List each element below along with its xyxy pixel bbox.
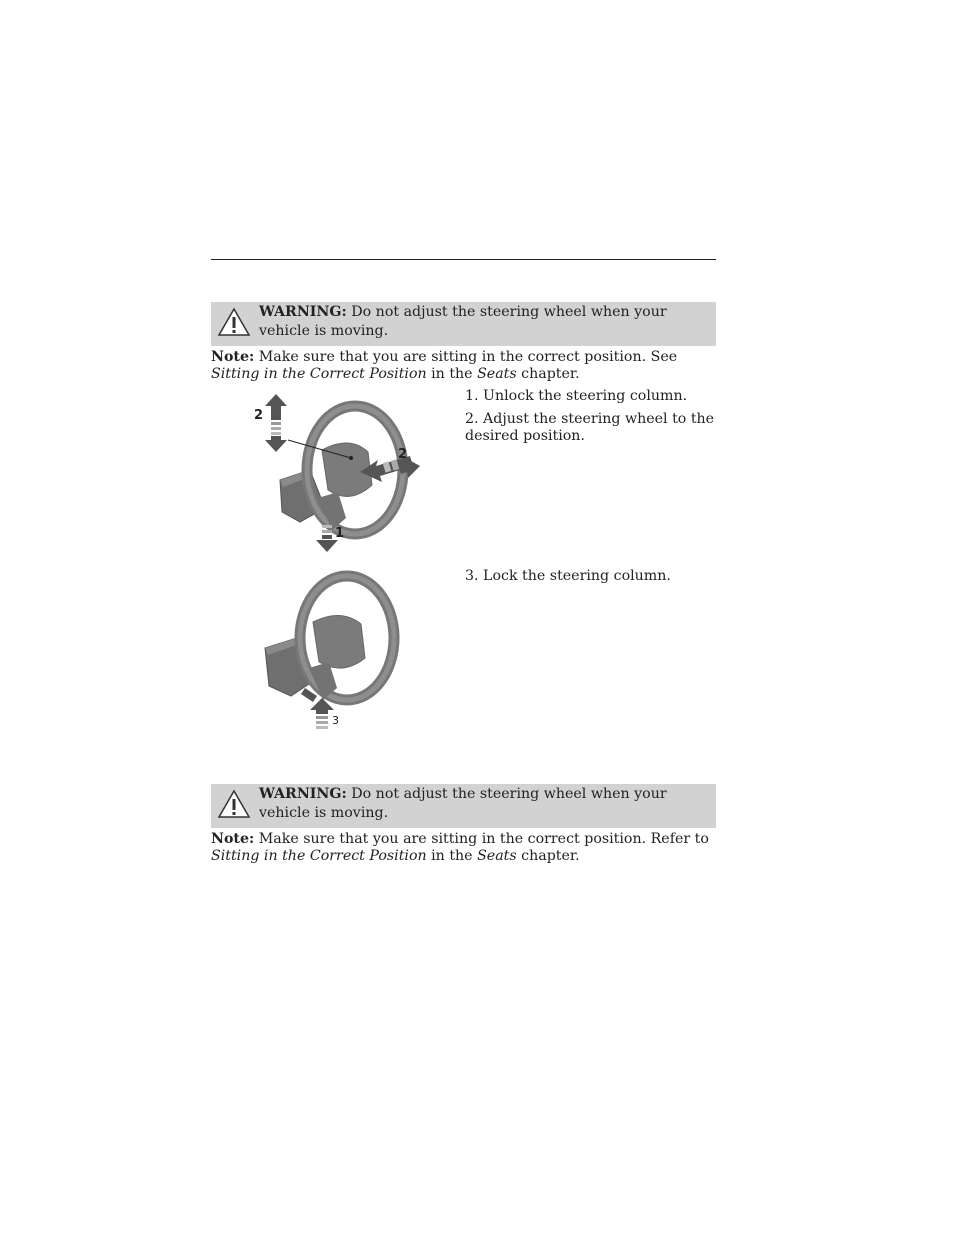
step-item: 1. Unlock the steering column.: [465, 388, 688, 404]
warning-label: WARNING:: [259, 304, 347, 320]
note: [211, 349, 716, 383]
step-item: 2. Adjust the steering wheel to the desired position.: [465, 411, 715, 444]
warning-box: [211, 784, 716, 828]
warning-box: [211, 302, 716, 346]
warning-triangle-icon: [217, 307, 251, 337]
warning-label: WARNING:: [259, 786, 347, 802]
note-text: Make sure that you are sitting in the correct position. See: [254, 349, 678, 365]
note-text: in the: [426, 366, 478, 382]
warning-text: [259, 303, 706, 341]
note-label: Note:: [211, 349, 255, 365]
warning-triangle-icon: [217, 789, 251, 819]
steering-wheel-lock-figure: [255, 568, 415, 733]
header-rule: [211, 259, 716, 260]
note-text: chapter.: [516, 848, 580, 864]
warning-text: [259, 785, 706, 823]
note-text: chapter.: [516, 366, 580, 382]
tilt-label: 2: [254, 408, 264, 423]
note-text: in the: [426, 848, 478, 864]
step-item: 3. Lock the steering column.: [465, 568, 671, 584]
lock-label: 3: [332, 714, 339, 727]
note: [211, 831, 716, 865]
warning-body: Do not adjust the steering wheel when your vehicle is moving.: [259, 786, 667, 821]
unlock-label: 1: [335, 526, 345, 541]
note-chapter: Seats: [477, 366, 517, 382]
steering-wheel-adjust-figure: [250, 390, 430, 555]
note-chapter: Seats: [477, 848, 517, 864]
note-text: Make sure that you are sitting in the correct position. Refer to: [254, 831, 709, 847]
note-label: Note:: [211, 831, 255, 847]
note-reference: Sitting in the Correct Position: [211, 848, 427, 864]
telescope-label: 2: [398, 447, 408, 462]
warning-body: Do not adjust the steering wheel when your vehicle is moving.: [259, 304, 667, 339]
note-reference: Sitting in the Correct Position: [211, 366, 427, 382]
